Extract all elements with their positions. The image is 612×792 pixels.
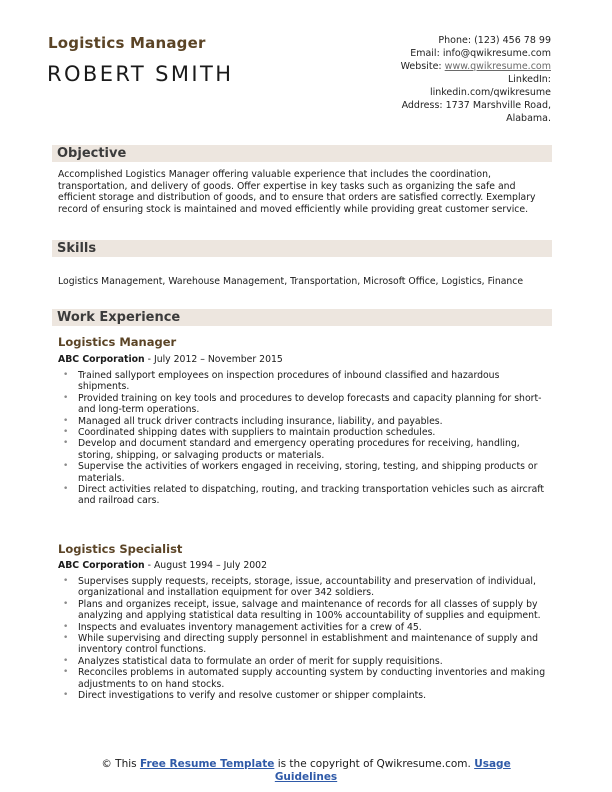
objective-section-header: [52, 145, 552, 162]
website-label: Website:: [400, 61, 442, 72]
job-2-title: Logistics Specialist: [58, 542, 183, 556]
bullet-icon: •: [63, 484, 69, 495]
list-item: [58, 576, 552, 599]
footer-copyright: [80, 758, 532, 783]
experience-section-header: [52, 309, 552, 326]
job-2-company: ABC Corporation: [58, 560, 145, 571]
free-resume-template-link[interactable]: Free Resume Template: [139, 758, 275, 770]
list-item: [58, 438, 552, 461]
bullet-icon: •: [63, 655, 69, 666]
bullet-icon: •: [63, 427, 69, 438]
bullet-text: Inspects and evaluates inventory management activities for a crew of 45.: [78, 621, 422, 633]
bullet-text: Direct investigations to verify and resolve customer or shipper complaints.: [78, 690, 427, 702]
list-item: [58, 416, 552, 427]
list-item: [58, 484, 552, 507]
usage-guidelines-link[interactable]: Usage Guidelines: [274, 758, 511, 783]
bullet-icon: •: [63, 667, 69, 678]
bullet-text: Direct activities related to dispatching, routing, and tracking transportation vehicles such as aircraft and railroad cars.: [78, 484, 545, 507]
contact-phone: [291, 34, 551, 47]
candidate-name: ROBERT SMITH: [47, 62, 234, 86]
list-item: [58, 427, 552, 438]
bullet-text: Managed all truck driver contracts including insurance, liability, and payables.: [78, 415, 443, 427]
footer-prefix: © This: [101, 758, 140, 770]
bullet-text: Supervises supply requests, receipts, storage, issue, accountability and preservation of individual, organizational and installation equipment for over 342 soldiers.: [78, 576, 536, 599]
job-2-bullet-list: [58, 576, 552, 701]
bullet-text: Develop and document standard and emergency operating procedures for receiving, handling, storing, shipping, or salvaging products or materials.: [78, 438, 520, 461]
contact-linkedin-label: LinkedIn:: [507, 74, 551, 85]
list-item: [58, 667, 552, 690]
experience-section-title: Work Experience: [57, 310, 181, 325]
contact-address: [291, 99, 551, 112]
job-1-company-line: [58, 354, 283, 365]
email-value: info@qwikresume.com: [442, 48, 551, 59]
bullet-icon: •: [63, 576, 69, 586]
list-item: [58, 370, 552, 393]
job-title: Logistics Manager: [48, 34, 206, 52]
bullet-icon: •: [63, 690, 69, 701]
list-item: [58, 599, 552, 622]
bullet-text: Supervise the activities of workers engaged in receiving, storing, testing, and shipping products or materials.: [78, 461, 538, 484]
bullet-text: Analyzes statistical data to formulate an order of merit for supply requisitions.: [78, 655, 443, 667]
bullet-icon: •: [63, 392, 69, 403]
bullet-icon: •: [63, 438, 69, 449]
list-item: [58, 393, 552, 416]
contact-website: [291, 60, 551, 73]
phone-value: (123) 456 78 99: [474, 35, 551, 46]
address-line1: 1737 Marshville Road,: [445, 100, 551, 111]
contact-block: [291, 34, 551, 125]
bullet-icon: •: [63, 633, 69, 644]
list-item: [58, 622, 552, 633]
skills-section-header: [52, 240, 552, 257]
job-2-dates: - August 1994 – July 2002: [144, 560, 267, 571]
bullet-icon: •: [63, 415, 69, 426]
bullet-icon: •: [63, 621, 69, 632]
address-label: Address:: [401, 100, 443, 111]
list-item: [58, 633, 552, 656]
objective-section-title: Objective: [57, 146, 127, 161]
job-2-company-line: [58, 560, 267, 571]
contact-address-line2: Alabama.: [506, 113, 551, 124]
list-item: [58, 461, 552, 484]
bullet-icon: •: [63, 598, 69, 609]
skills-text: Logistics Management, Warehouse Management, Transportation, Microsoft Office, Logistics, Finance: [58, 276, 524, 287]
email-label: Email:: [410, 48, 440, 59]
bullet-text: While supervising and directing supply personnel in establishment and maintenance of supply and inventory control functions.: [78, 633, 539, 656]
job-1-company: ABC Corporation: [58, 354, 145, 365]
resume-header: [0, 0, 612, 135]
bullet-text: Reconciles problems in automated supply accounting system by conducting inventories and making adjustments to on hand stocks.: [78, 667, 546, 690]
bullet-text: Provided training on key tools and procedures to develop forecasts and capacity planning for short- and long-term operations.: [78, 392, 542, 416]
website-link[interactable]: www.qwikresume.com: [444, 61, 551, 72]
skills-section-title: Skills: [57, 241, 97, 256]
contact-email: [291, 47, 551, 60]
list-item: [58, 690, 552, 701]
job-1-title: Logistics Manager: [58, 335, 177, 349]
bullet-text: Coordinated shipping dates with suppliers to maintain production schedules.: [78, 427, 436, 439]
objective-text: Accomplished Logistics Manager offering valuable experience that includes the coordination, transportation, and delivery of goods. Offer expertise in key tasks such as organizing the safe and efficient storage and distribution of goods, and to ensure that orders are satisfied correctly. Exemplary record of ensuring stock is maintained and moved efficiently while providing great customer service.: [58, 169, 536, 216]
contact-linkedin-value: linkedin.com/qwikresume: [429, 87, 551, 98]
bullet-text: Trained sallyport employees on inspection procedures of inbound classified and hazardous shipments.: [78, 370, 500, 393]
phone-label: Phone:: [438, 35, 472, 46]
bullet-icon: •: [63, 461, 69, 472]
bullet-text: Plans and organizes receipt, issue, salvage and maintenance of records for all classes of supply by analyzing and applying statistical data resulting in 100% accountability of supplies and equipment.: [78, 598, 541, 622]
job-1-dates: - July 2012 – November 2015: [144, 354, 283, 365]
footer-middle: is the copyright of Qwikresume.com.: [274, 758, 475, 770]
bullet-icon: •: [63, 370, 69, 380]
list-item: [58, 656, 552, 667]
job-1-bullet-list: [58, 370, 552, 507]
